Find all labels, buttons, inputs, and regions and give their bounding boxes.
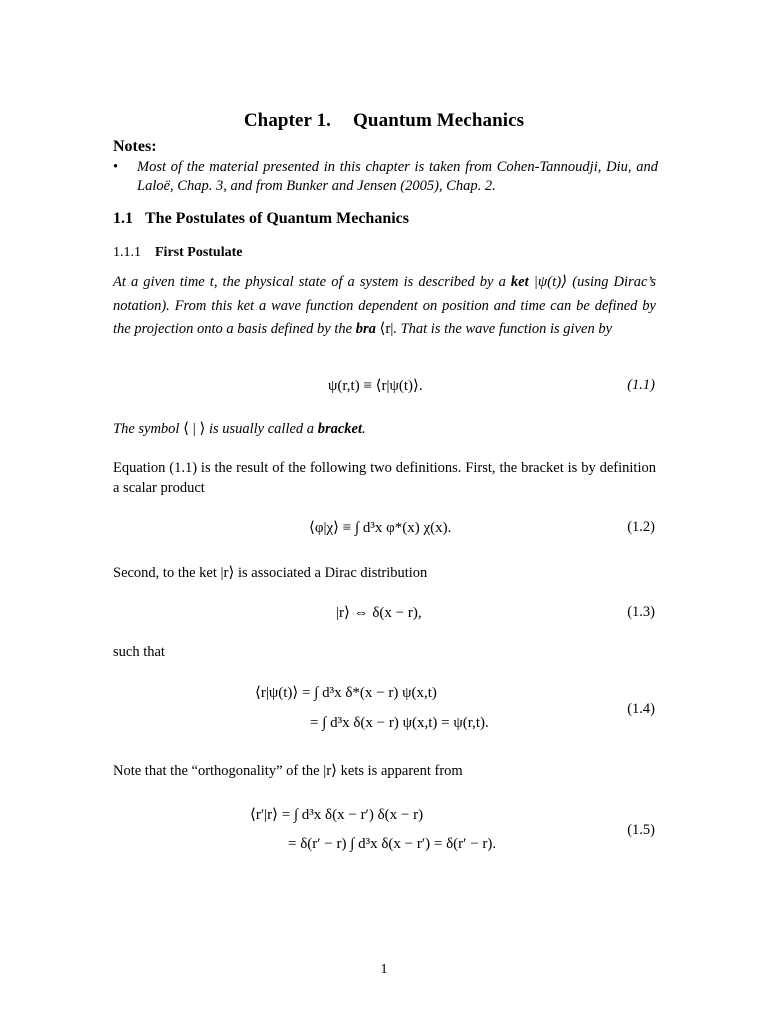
ket-r-expression: |r⟩ <box>220 565 235 581</box>
section-heading <box>113 210 409 228</box>
equation-1-3: |r⟩ ⇔ δ(x − r), <box>336 605 422 621</box>
equation-1-4-line-1: ⟨r|ψ(t)⟩ = ∫ d³x δ*(x − r) ψ(x,t) <box>255 685 437 701</box>
section-title: The Postulates of Quantum Mechanics <box>145 210 409 227</box>
page-number: 1 <box>380 962 388 977</box>
equation-1-2: ⟨φ|χ⟩ ≡ ∫ d³x φ*(x) χ(x). <box>309 520 452 536</box>
subsection-title: First Postulate <box>155 245 243 260</box>
ket-expression: |ψ(t)⟩ <box>533 274 568 290</box>
orthogonality-pre: Note that the “orthogonality” of the <box>113 763 320 779</box>
bracket-word: bracket <box>317 421 362 437</box>
equation-1-3-number: (1.3) <box>627 604 655 620</box>
bracket-sentence-mid: is usually called a <box>208 421 315 437</box>
section-number: 1.1 <box>113 210 133 227</box>
such-that-text: such that <box>113 644 165 660</box>
orthogonality-sentence <box>113 761 463 780</box>
chapter-name: Quantum Mechanics <box>353 110 525 131</box>
equation-1-2-number: (1.2) <box>627 519 655 535</box>
bracket-sentence-pre: The symbol <box>113 421 180 437</box>
second-text-pre: Second, to the ket <box>113 565 217 581</box>
ket-word: ket <box>510 274 529 290</box>
bracket-sentence <box>113 419 366 438</box>
bracket-sentence-post: . <box>361 421 366 437</box>
postulate-text-2: (using Dirac’s notation). From this ket a wave function dependent on position and time can be defined by the projection onto a basis defined by the <box>113 274 656 337</box>
notes-bullet <box>113 158 658 196</box>
chapter-title <box>0 110 768 132</box>
orthogonality-post: kets is apparent from <box>340 763 463 779</box>
second-definition-sentence <box>113 563 427 582</box>
bra-word: bra <box>355 321 376 337</box>
equation-1-1-number: (1.1) <box>627 377 655 393</box>
equation-1-5-line-1: ⟨r′|r⟩ = ∫ d³x δ(x − r′) δ(x − r) <box>250 807 424 823</box>
orthogonality-ket: |r⟩ <box>323 763 338 779</box>
equation-1-1: ψ(r,t) ≡ ⟨r|ψ(t)⟩. <box>328 378 423 394</box>
second-text-post: is associated a Dirac distribution <box>238 565 428 581</box>
postulate-paragraph <box>113 271 656 342</box>
equation-1-5-line-2: = δ(r′ − r) ∫ d³x δ(x − r′) = δ(r′ − r). <box>288 836 497 852</box>
equation-1-4-number: (1.4) <box>627 701 655 717</box>
postulate-text-3: . That is the wave function is given by <box>393 321 613 337</box>
equation-1-4-line-2: = ∫ d³x δ(x − r) ψ(x,t) = ψ(r,t). <box>310 715 489 731</box>
subsection-heading <box>113 245 242 261</box>
postulate-text-1: At a given time t, the physical state of a system is described by a <box>113 274 506 290</box>
equation-1-5-number: (1.5) <box>627 822 655 838</box>
subsection-number: 1.1.1 <box>113 245 141 260</box>
bracket-symbol: ⟨ | ⟩ <box>183 421 206 437</box>
definitions-paragraph: Equation (1.1) is the result of the following two definitions. First, the bracket is by definition a scalar product <box>113 460 656 496</box>
chapter-number: Chapter 1. <box>243 110 332 131</box>
bullet-glyph: • <box>113 159 119 175</box>
bra-expression: ⟨r| <box>379 321 394 337</box>
notes-heading: Notes: <box>113 138 157 155</box>
notes-bullet-text: Most of the material presented in this chapter is taken from Cohen-Tannoudji, Diu, and Laloë, Chap. 3, and from Bunker and Jensen (2005), Chap. 2. <box>137 159 658 194</box>
